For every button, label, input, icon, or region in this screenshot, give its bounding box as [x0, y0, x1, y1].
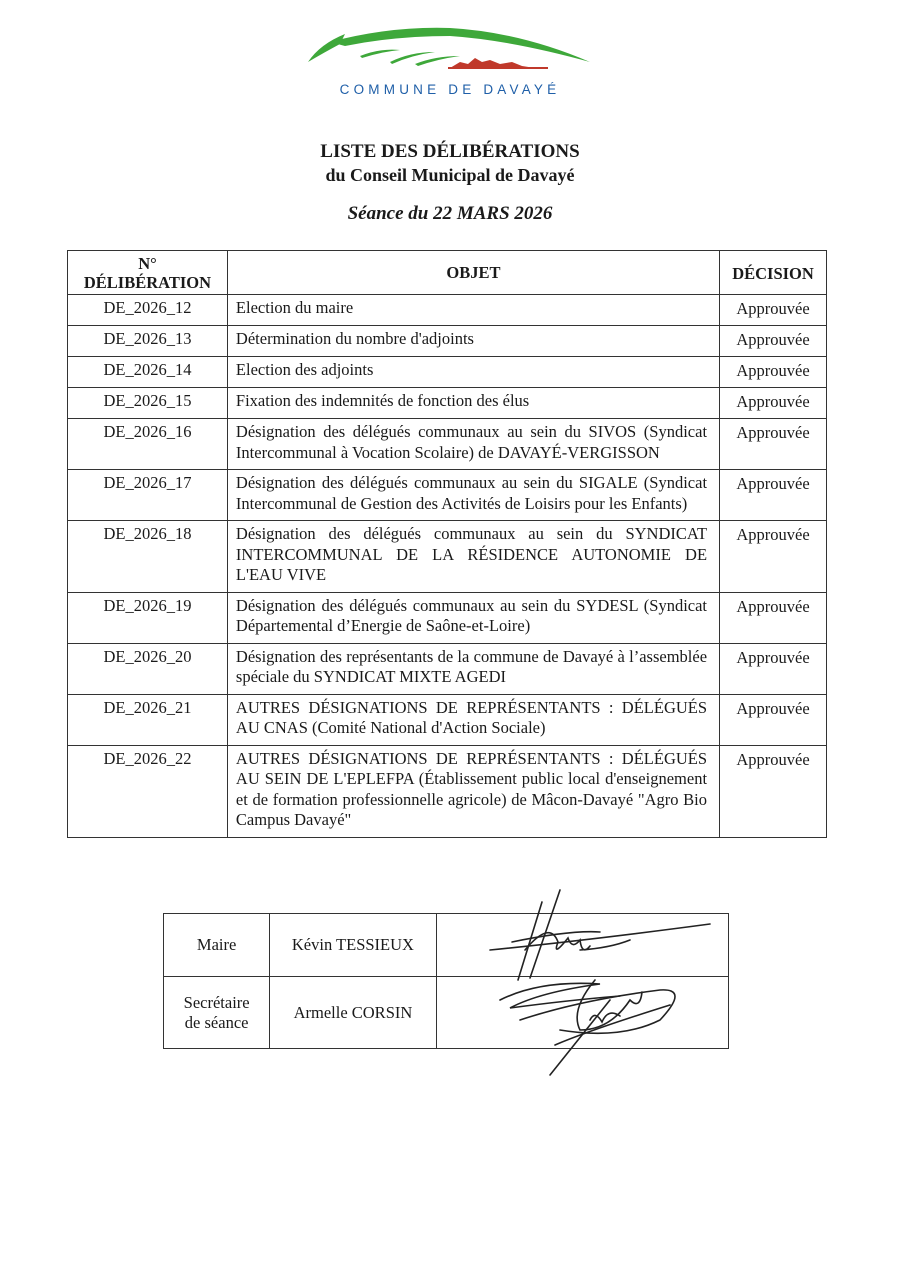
row-number: DE_2026_20: [68, 643, 228, 694]
row-number: DE_2026_15: [68, 388, 228, 419]
row-object: Désignation des délégués communaux au sein du SIVOS (Syndicat Intercommunal à Vocation Scolaire) de DAVAYÉ-VERGISSON: [227, 419, 719, 470]
row-object: Désignation des délégués communaux au sein du SYDESL (Syndicat Départemental d’Energie de Saône-et-Loire): [227, 592, 719, 643]
row-decision: Approuvée: [720, 357, 827, 388]
table-row: [68, 470, 827, 521]
row-object: AUTRES DÉSIGNATIONS DE REPRÉSENTANTS : DÉLÉGUÉS AU CNAS (Comité National d'Action Sociale): [227, 694, 719, 745]
secretary-role: [164, 977, 270, 1049]
row-object: Désignation des représentants de la commune de Davayé à l’assemblée spéciale du SYNDICAT MIXTE AGEDI: [227, 643, 719, 694]
secretary-name: Armelle CORSIN: [270, 977, 436, 1049]
page-title: LISTE DES DÉLIBÉRATIONS: [320, 141, 580, 162]
table-row: [68, 388, 827, 419]
signature-strokes: [430, 880, 760, 1080]
mayor-role: Maire: [164, 914, 270, 977]
row-decision: Approuvée: [720, 694, 827, 745]
row-object: Désignation des délégués communaux au sein du SIGALE (Syndicat Intercommunal de Gestion des Activités de Loisirs pour les Enfants): [227, 470, 719, 521]
row-object: Fixation des indemnités de fonction des élus: [227, 388, 719, 419]
mayor-name: Kévin TESSIEUX: [270, 914, 436, 977]
page-subtitle: du Conseil Municipal de Davayé: [325, 165, 575, 185]
secretary-signature-icon: [500, 980, 675, 1075]
table-row: [68, 326, 827, 357]
table-row: [68, 643, 827, 694]
mayor-signature-icon: [490, 890, 710, 980]
table-row: [68, 357, 827, 388]
row-number: DE_2026_14: [68, 357, 228, 388]
table-row: [68, 745, 827, 837]
row-number: DE_2026_18: [68, 521, 228, 593]
header-object: OBJET: [227, 251, 719, 295]
row-number: DE_2026_21: [68, 694, 228, 745]
logo-text: COMMUNE DE DAVAYÉ: [339, 82, 561, 97]
row-number: DE_2026_12: [68, 295, 228, 326]
row-object: Election des adjoints: [227, 357, 719, 388]
commune-logo: [300, 22, 600, 102]
deliberations-table: [67, 250, 827, 838]
row-decision: Approuvée: [720, 388, 827, 419]
secretary-role-line2: de séance: [184, 1012, 249, 1032]
header-number: [68, 251, 228, 295]
header-number-line2: DÉLIBÉRATION: [83, 272, 212, 292]
session-date: Séance du 22 MARS 2026: [347, 203, 553, 224]
row-decision: Approuvée: [720, 521, 827, 593]
row-decision: Approuvée: [720, 419, 827, 470]
row-object: Désignation des délégués communaux au sein du SYNDICAT INTERCOMMUNAL DE LA RÉSIDENCE AUTONOMIE DE L'EAU VIVE: [227, 521, 719, 593]
table-row: [68, 592, 827, 643]
row-decision: Approuvée: [720, 470, 827, 521]
row-decision: Approuvée: [720, 745, 827, 837]
row-object: AUTRES DÉSIGNATIONS DE REPRÉSENTANTS : DÉLÉGUÉS AU SEIN DE L'EPLEFPA (Établissement public local d'enseignement et de formation professionnelle agricole) de Mâcon-Davayé "Agro Bio Campus Davayé": [227, 745, 719, 837]
table-row: [68, 521, 827, 593]
row-number: DE_2026_19: [68, 592, 228, 643]
row-decision: Approuvée: [720, 295, 827, 326]
row-object: Détermination du nombre d'adjoints: [227, 326, 719, 357]
row-number: DE_2026_16: [68, 419, 228, 470]
row-number: DE_2026_17: [68, 470, 228, 521]
table-row: [68, 694, 827, 745]
header-number-line1: N°: [138, 253, 157, 273]
row-object: Election du maire: [227, 295, 719, 326]
row-number: DE_2026_13: [68, 326, 228, 357]
row-decision: Approuvée: [720, 592, 827, 643]
row-decision: Approuvée: [720, 326, 827, 357]
table-row: [68, 419, 827, 470]
secretary-role-line1: Secrétaire: [183, 992, 250, 1012]
row-decision: Approuvée: [720, 643, 827, 694]
header-decision: DÉCISION: [720, 251, 827, 295]
row-number: DE_2026_22: [68, 745, 228, 837]
hills-logo-icon: [300, 22, 600, 82]
table-row: [68, 295, 827, 326]
table-header-row: [68, 251, 827, 295]
